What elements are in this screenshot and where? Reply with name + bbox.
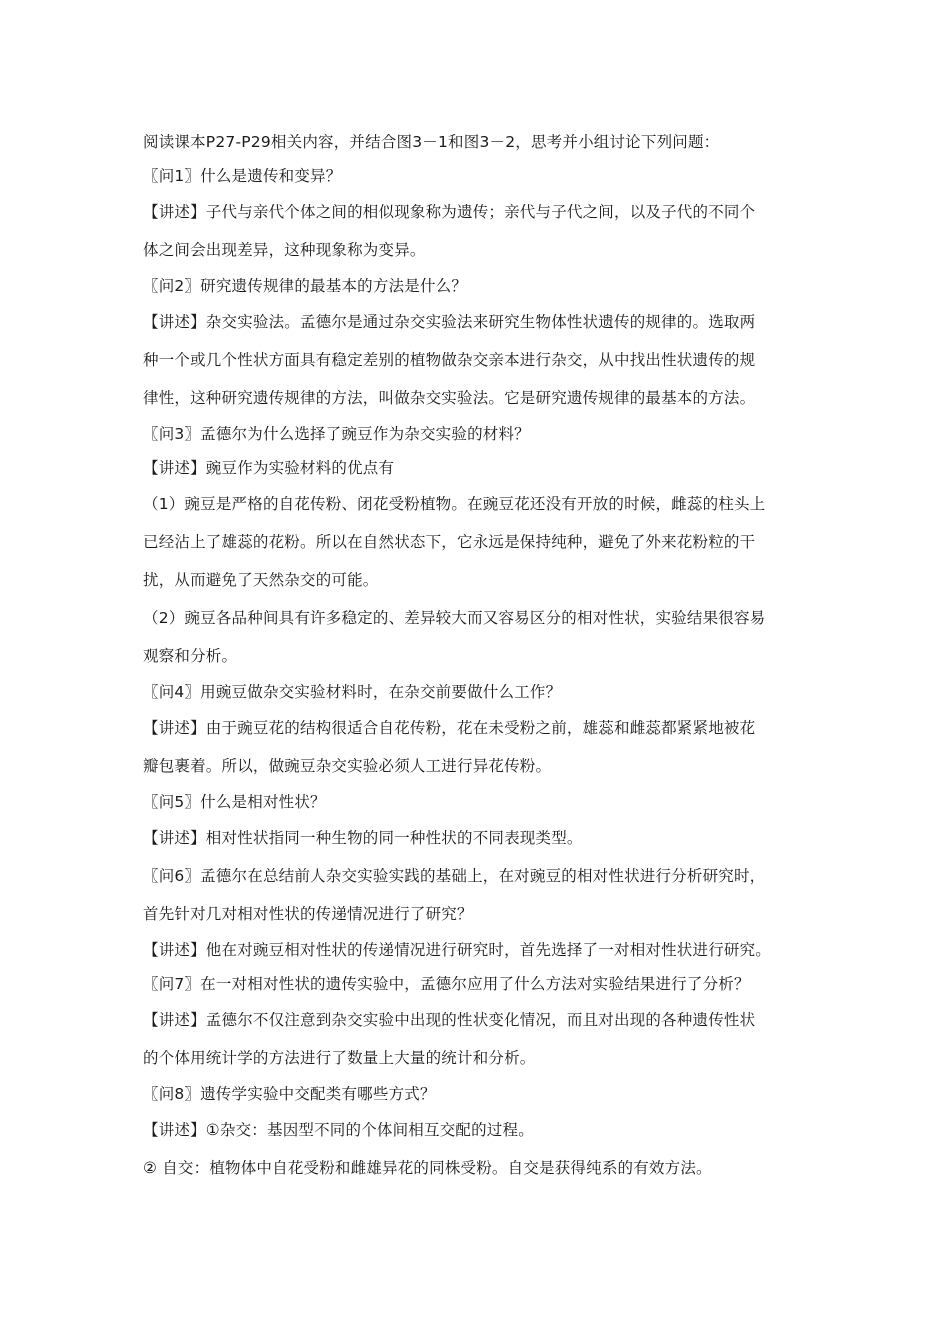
question-7: 〖问7〗在一对相对性状的遗传实验中，孟德尔应用了什么方法对实验结果进行了分析？ [143,975,750,993]
question-5: 〖问5〗什么是相对性状？ [143,793,326,811]
answer-8-point-1: 【讲述】①杂交：基因型不同的个体间相互交配的过程。 [143,1121,534,1139]
document-body [143,125,823,1187]
answer-2-line-1: 【讲述】杂交实验法。孟德尔是通过杂交实验法来研究生物体性状遗传的规律的。选取两 [143,313,756,331]
answer-6: 【讲述】他在对豌豆相对性状的传递情况进行研究时，首先选择了一对相对性状进行研究。 [143,941,772,959]
answer-7-line-1: 【讲述】孟德尔不仅注意到杂交实验中出现的性状变化情况，而且对出现的各种遗传性状 [143,1011,756,1029]
answer-3-point-1-line-2: 已经沾上了雄蕊的花粉。所以在自然状态下，它永远是保持纯种，避免了外来花粉粒的干 [143,533,756,551]
answer-3-point-1-line-1: （1）豌豆是严格的自花传粉、闭花受粉植物。在豌豆花还没有开放的时候，雌蕊的柱头上 [143,495,766,513]
question-6-line-1: 〖问6〗孟德尔在总结前人杂交实验实践的基础上，在对豌豆的相对性状进行分析研究时， [143,867,766,885]
answer-2-line-3: 律性，这种研究遗传规律的方法，叫做杂交实验法。它是研究遗传规律的最基本的方法。 [143,389,756,407]
answer-5: 【讲述】相对性状指同一种生物的同一种性状的不同表现类型。 [143,829,583,847]
answer-8-point-2: ② 自交：植物体中自花受粉和雌雄异花的同株受粉。自交是获得纯系的有效方法。 [143,1159,712,1177]
answer-7-line-2: 的个体用统计学的方法进行了数量上大量的统计和分析。 [143,1049,536,1067]
question-1: 〖问1〗什么是遗传和变异？ [143,167,342,185]
answer-4-line-2: 瓣包裹着。所以，做豌豆杂交实验必须人工进行异花传粉。 [143,757,552,775]
answer-1-line-1: 【讲述】子代与亲代个体之间的相似现象称为遗传；亲代与子代之间，以及子代的不同个 [143,203,756,221]
question-8: 〖问8〗遗传学实验中交配类有哪些方式？ [143,1085,436,1103]
answer-3-point-1-line-3: 扰，从而避免了天然杂交的可能。 [143,571,379,589]
answer-3-intro: 【讲述】豌豆作为实验材料的优点有 [143,459,395,477]
answer-3-point-2-line-2: 观察和分析。 [143,647,238,665]
answer-3-point-2-line-1: （2）豌豆各品种间具有许多稳定的、差异较大而又容易区分的相对性状，实验结果很容易 [143,609,766,627]
question-3: 〖问3〗孟德尔为什么选择了豌豆作为杂交实验的材料？ [143,425,530,443]
answer-4-line-1: 【讲述】由于豌豆花的结构很适合自花传粉，花在未受粉之前，雄蕊和雌蕊都紧紧地被花 [143,719,756,737]
question-4: 〖问4〗用豌豆做杂交实验材料时，在杂交前要做什么工作？ [143,683,562,701]
question-2: 〖问2〗研究遗传规律的最基本的方法是什么？ [143,277,468,295]
answer-2-line-2: 种一个或几个性状方面具有稳定差别的植物做杂交亲本进行杂交，从中找出性状遗传的规 [143,351,756,369]
question-6-line-2: 首先针对几对相对性状的传递情况进行了研究？ [143,905,473,923]
answer-1-line-2: 体之间会出现差异，这种现象称为变异。 [143,241,426,259]
intro-line: 阅读课本P27-P29相关内容，并结合图3－1和图3－2，思考并小组讨论下列问题： [143,133,720,151]
